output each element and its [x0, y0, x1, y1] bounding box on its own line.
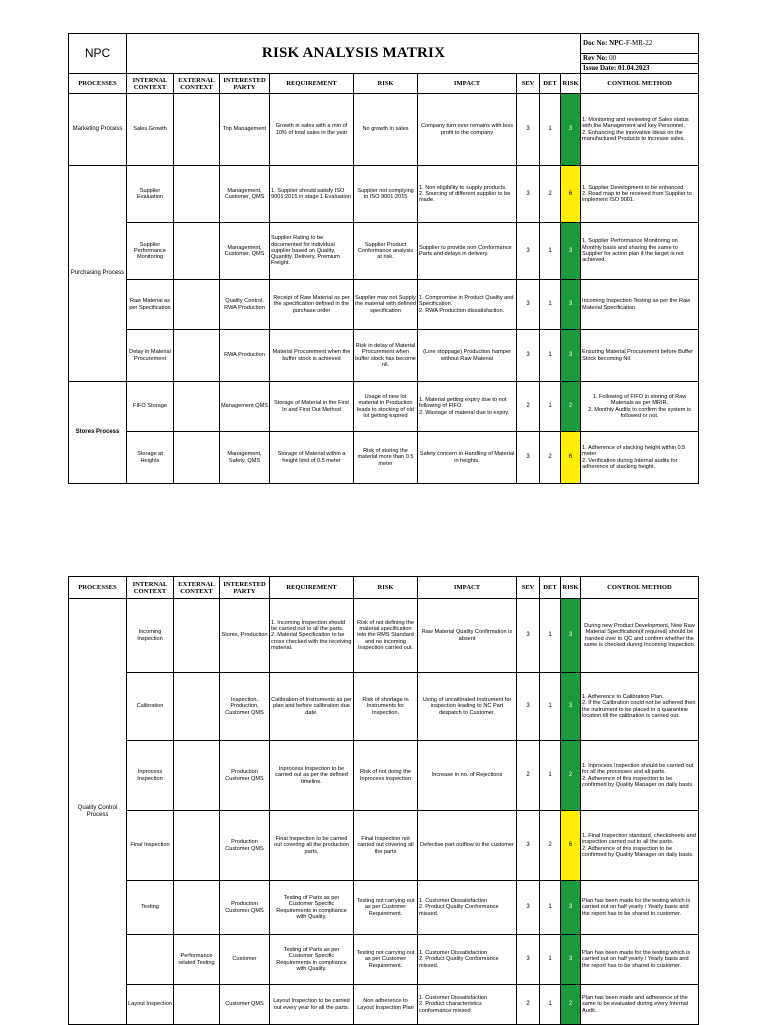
sev: 2 — [517, 985, 540, 1025]
det: 1 — [540, 280, 561, 330]
risk-score: 3 — [561, 94, 581, 166]
requirement: 1. Incoming Inspection should be carried out to all the parts. 2. Material Specification to be cross checked with the receiving material. — [270, 599, 354, 673]
control-method: 1. Final Inspection standard, checksheets and inspection carried out to all the parts. 2. Adherence of this inspection to be confirmed by Quality Manager on daily basis. — [581, 811, 699, 881]
interested-party: Stores, Production — [220, 599, 270, 673]
risk-score: 3 — [561, 881, 581, 935]
table-row — [69, 432, 699, 484]
risk-score: 3 — [561, 673, 581, 741]
control-method: 1. Following of FIFO in storing of Raw Materials as per MRIR. 2. Monthly Audits to confirm the system is followed or not. — [581, 382, 699, 432]
requirement: Storage of Material in the First In and First Out Method — [270, 382, 354, 432]
col-interested-party: INTERESTED PARTY — [220, 577, 270, 599]
requirement: Inprocess Inspection to be carried out as per the defined timeline. — [270, 741, 354, 811]
risk: Usage of new lot material in Production leads to stocking of old lot getting expired — [354, 382, 418, 432]
external-context — [174, 432, 220, 484]
issue-date: Issue Date: 01.04.2023 — [581, 64, 699, 74]
risk-score: 6 — [561, 811, 581, 881]
control-method: During new Product Development, New Raw Material Specification(if required) should be handed over to QC and confirm whether the same is checked during Incoming Inspection. — [581, 599, 699, 673]
risk-score: 3 — [561, 330, 581, 382]
interested-party: Inspection, Production, Customer QMS — [220, 673, 270, 741]
sev: 3 — [517, 599, 540, 673]
col-sev: SEV — [517, 577, 540, 599]
col-risk-score: RISK — [561, 74, 581, 94]
control-method: Ensuring Material Procurement before Buffer Stock becoming Nil. — [581, 330, 699, 382]
table-row — [69, 280, 699, 330]
process-quality-control: Quality Control Process — [69, 599, 127, 1025]
header-row — [69, 577, 699, 599]
internal-context: Delay in Material Procurement — [127, 330, 174, 382]
external-context — [174, 280, 220, 330]
sev: 3 — [517, 432, 540, 484]
det: 1 — [540, 741, 561, 811]
internal-context: Calibration — [127, 673, 174, 741]
internal-context: Testing — [127, 881, 174, 935]
external-context — [174, 599, 220, 673]
doc-number: Doc No: NPC-F-MR-22 — [581, 34, 699, 54]
det: 1 — [540, 223, 561, 280]
impact: Increase in no. of Rejections — [418, 741, 517, 811]
col-control-method: CONTROL METHOD — [581, 577, 699, 599]
col-det: DET — [540, 74, 561, 94]
col-external-context: EXTERNAL CONTEXT — [174, 577, 220, 599]
interested-party: Quality Control, RWA Production — [220, 280, 270, 330]
requirement: Testing of Parts as per Customer Specific Requirements in compliance with Quality. — [270, 935, 354, 985]
external-context — [174, 166, 220, 223]
impact: 1. Compromise in Product Quality and Specification. 2. RWA Production dissatisfaction. — [418, 280, 517, 330]
interested-party: Top Management — [220, 94, 270, 166]
external-context — [174, 985, 220, 1025]
company-name: NPC — [69, 34, 127, 74]
risk: Supplier not complying to ISO 9001:2015 — [354, 166, 418, 223]
det: 2 — [540, 166, 561, 223]
impact: Supplier to provide non Conformance Parts and delays in delivery. — [418, 223, 517, 280]
requirement: Testing of Parts as per Customer Specific Requirements in compliance with Quality. — [270, 881, 354, 935]
col-requirement: REQUIREMENT — [270, 74, 354, 94]
internal-context: Raw Material as per Specification — [127, 280, 174, 330]
table-row — [69, 382, 699, 432]
table-row — [69, 223, 699, 280]
risk-matrix-table-1 — [68, 33, 699, 484]
det: 1 — [540, 935, 561, 985]
table-row — [69, 673, 699, 741]
control-method: 1. Supplier Development to be enhanced. 2. Road map to be received from Supplier to implement ISO 9001. — [581, 166, 699, 223]
external-context — [174, 673, 220, 741]
sev: 3 — [517, 935, 540, 985]
internal-context: Inprocess Inspection — [127, 741, 174, 811]
risk-score: 3 — [561, 280, 581, 330]
impact: (Line stoppage) Production hamper without Raw Material — [418, 330, 517, 382]
risk: Risk of not doing the Inprocess inspection — [354, 741, 418, 811]
sev: 3 — [517, 881, 540, 935]
control-method: 1. Supplier Performance Monitoring on Monthly basis and sharing the same to Supplier for action plan if the target is not achieved. — [581, 223, 699, 280]
interested-party: Management QMS — [220, 382, 270, 432]
interested-party: RWA Production — [220, 330, 270, 382]
sev: 2 — [517, 382, 540, 432]
det: 1 — [540, 599, 561, 673]
interested-party: Management, Customer, QMS — [220, 223, 270, 280]
risk-score: 3 — [561, 935, 581, 985]
control-method: Incoming Inspection Testing as per the Raw Material Specification. — [581, 280, 699, 330]
control-method: 1. Adherence of stacking height within 0.5 meter 2. Verification during Internal audits for adherence of stacking height. — [581, 432, 699, 484]
impact: Defective part outflow to the customer — [418, 811, 517, 881]
det: 2 — [540, 811, 561, 881]
col-requirement: REQUIREMENT — [270, 577, 354, 599]
col-risk: RISK — [354, 74, 418, 94]
external-context — [174, 741, 220, 811]
impact: Using of uncalibrated Instrument for inspection leading to NC Part despatch to Customer. — [418, 673, 517, 741]
requirement: Growth in sales with a min of 10% of total sales in the year — [270, 94, 354, 166]
risk-score: 2 — [561, 741, 581, 811]
header-row — [69, 74, 699, 94]
col-internal-context: INTERNAL CONTEXT — [127, 74, 174, 94]
col-risk: RISK — [354, 577, 418, 599]
rev-number: Rev No: 00 — [581, 54, 699, 64]
col-external-context: EXTERNAL CONTEXT — [174, 74, 220, 94]
risk-score: 6 — [561, 432, 581, 484]
table-row — [69, 935, 699, 985]
sev: 3 — [517, 280, 540, 330]
sev: 3 — [517, 94, 540, 166]
impact: 1. Non eligibility to supply products. 2. Sourcing of different supplier to be made. — [418, 166, 517, 223]
sev: 3 — [517, 166, 540, 223]
risk: Risk of not defining the material specification into the RMS Standard and no incoming Inspection carried out. — [354, 599, 418, 673]
table-row — [69, 985, 699, 1025]
det: 1 — [540, 673, 561, 741]
det: 1 — [540, 985, 561, 1025]
det: 2 — [540, 432, 561, 484]
table-row — [69, 881, 699, 935]
table-row — [69, 94, 699, 166]
page-title: RISK ANALYSIS MATRIX — [127, 34, 581, 74]
risk: Risk of storing the material more than 0.5 meter — [354, 432, 418, 484]
col-det: DET — [540, 577, 561, 599]
control-method: 1. Inprocess Inspection should be carried out for all the processes and all parts. 2. Adherence of this inspection to be confirmed by Quality Manager on daily basis. — [581, 741, 699, 811]
risk: Supplier may not Supply the material with defined specification — [354, 280, 418, 330]
external-context — [174, 223, 220, 280]
col-control-method: CONTROL METHOD — [581, 74, 699, 94]
requirement: Receipt of Raw Material as per the specification defined in the purchase order — [270, 280, 354, 330]
external-context — [174, 382, 220, 432]
impact: 1. Material getting expiry due to not following of FIFO. 2. Wastage of material due to expiry. — [418, 382, 517, 432]
requirement: Layout Inspection to be carried out every year for all the parts. — [270, 985, 354, 1025]
risk-matrix-table-2 — [68, 576, 699, 1025]
control-method: Plan has been made for the testing which is carried out on half yearly / Yearly basis and the report has to be shared to customer. — [581, 881, 699, 935]
table-row — [69, 741, 699, 811]
risk: Testing not carrying out as per Customer Requirement. — [354, 881, 418, 935]
external-context — [174, 94, 220, 166]
risk-score: 2 — [561, 985, 581, 1025]
table-row — [69, 599, 699, 673]
risk: Testing not carrying out as per Customer Requirement. — [354, 935, 418, 985]
requirement: Final Inspection to be carried out covering all the production parts. — [270, 811, 354, 881]
det: 1 — [540, 330, 561, 382]
external-context — [174, 881, 220, 935]
sev: 3 — [517, 223, 540, 280]
impact: 1. Customer Dissatisfaction 2. Product Quality Conformance missed. — [418, 881, 517, 935]
sev: 3 — [517, 811, 540, 881]
control-method: Plan has been made and adherence of the same to be evaluated during every Internal Audit. — [581, 985, 699, 1025]
internal-context: FIFO Storage — [127, 382, 174, 432]
col-interested-party: INTERESTED PARTY — [220, 74, 270, 94]
det: 1 — [540, 94, 561, 166]
impact: 1. Customer Dissatisfaction 2. Product characteristics conformance missed — [418, 985, 517, 1025]
interested-party: Production Customer QMS — [220, 811, 270, 881]
risk: Non adherence to Layout Inspection Plan — [354, 985, 418, 1025]
interested-party: Management, Customer, QMS — [220, 166, 270, 223]
sev: 3 — [517, 330, 540, 382]
internal-context: Supplier Performance Monitoring — [127, 223, 174, 280]
col-impact: IMPACT — [418, 577, 517, 599]
control-method: Plan has been made for the testing which is carried out on half yearly / Yearly basis and the report has to be shared to customer. — [581, 935, 699, 985]
interested-party: Production Customer QMS — [220, 881, 270, 935]
sev: 3 — [517, 673, 540, 741]
internal-context: Layout Inspection — [127, 985, 174, 1025]
external-context — [174, 330, 220, 382]
risk: Final Inspection not carried out covering all the parts — [354, 811, 418, 881]
impact: Raw Material Quality Confirmation is absent — [418, 599, 517, 673]
risk: No growth in sales — [354, 94, 418, 166]
control-method: 1. Adherence to Calibration Plan. 2. If the Calibration could not be adhered then the instrument to be placed in a quarantine location till the calibration is carried out. — [581, 673, 699, 741]
col-impact: IMPACT — [418, 74, 517, 94]
interested-party: Customer QMS — [220, 985, 270, 1025]
col-sev: SEV — [517, 74, 540, 94]
sev: 2 — [517, 741, 540, 811]
external-context — [174, 811, 220, 881]
table-row — [69, 811, 699, 881]
requirement: 1. Supplier should satisfy ISO 9001:2015 in stage 1 Evaluation — [270, 166, 354, 223]
risk-score: 2 — [561, 382, 581, 432]
risk: Supplier Product Conformance analysis at risk. — [354, 223, 418, 280]
external-context: Performance related Testing — [174, 935, 220, 985]
interested-party: Management, Safety, QMS — [220, 432, 270, 484]
risk-score: 6 — [561, 166, 581, 223]
impact: Company turn over remains with less profit to the company — [418, 94, 517, 166]
col-processes: PROCESSES — [69, 577, 127, 599]
requirement: Storage of Material within a height limit of 0.5 meter — [270, 432, 354, 484]
process-purchasing: Purchasing Process — [69, 166, 127, 382]
process-marketing: Marketing Process — [69, 94, 127, 166]
risk-score: 3 — [561, 223, 581, 280]
interested-party: Production Customer QMS — [220, 741, 270, 811]
interested-party: Customer — [220, 935, 270, 985]
internal-context: Supplier Evaluation — [127, 166, 174, 223]
requirement: Calibration of Instruments as per plan and before calibration due date. — [270, 673, 354, 741]
risk: Risk in delay of Material Procurement when buffer stock has become nil. — [354, 330, 418, 382]
det: 1 — [540, 881, 561, 935]
internal-context: Sales Growth — [127, 94, 174, 166]
process-stores: Stores Process — [69, 382, 127, 484]
det: 1 — [540, 382, 561, 432]
internal-context: Storage at Heights — [127, 432, 174, 484]
col-risk-score: RISK — [561, 577, 581, 599]
requirement: Material Procurement when the buffer stock is achieved — [270, 330, 354, 382]
internal-context: Incoming Inspection — [127, 599, 174, 673]
requirement: Supplier Rating to be documented for individual supplier based on Quality, Quantity, Delivery, Premium Freight. — [270, 223, 354, 280]
col-processes: PROCESSES — [69, 74, 127, 94]
table-row — [69, 166, 699, 223]
impact: 1. Customer Dissatisfaction 2. Product Quality Conformance missed. — [418, 935, 517, 985]
risk-score: 3 — [561, 599, 581, 673]
control-method: 1. Monitoring and reviewing of Sales status with the Management and key Personnel. 2. Enhancing the innovative ideas on the manufactured Products to increase sales. — [581, 94, 699, 166]
impact: Safety concern in Handling of Material in heights. — [418, 432, 517, 484]
internal-context: Final Inspection — [127, 811, 174, 881]
table-row — [69, 330, 699, 382]
internal-context — [127, 935, 174, 985]
risk: Risk of shortage in Instruments for Inspection. — [354, 673, 418, 741]
col-internal-context: INTERNAL CONTEXT — [127, 577, 174, 599]
